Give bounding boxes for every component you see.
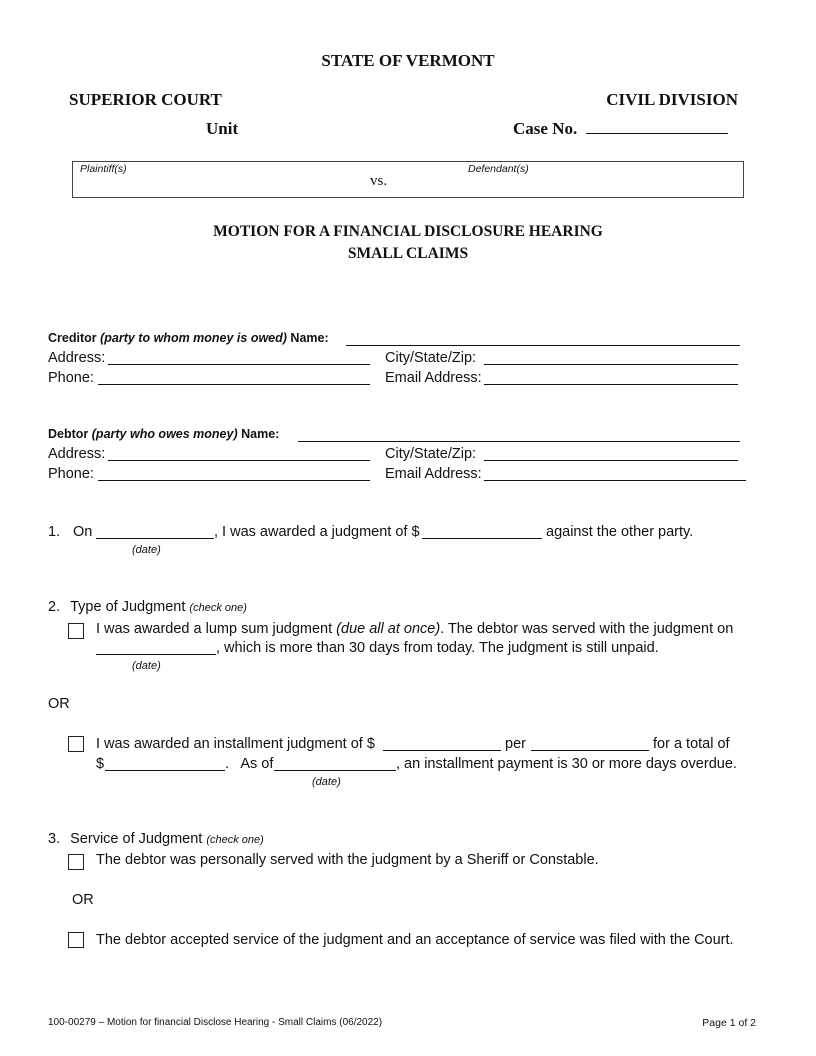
- item2-or: OR: [48, 696, 70, 712]
- item1-mid-text: , I was awarded a judgment of $: [214, 524, 420, 540]
- item2-number: 2.: [48, 599, 61, 615]
- item2-heading: Type of Judgment: [70, 599, 186, 615]
- item1-on: On: [73, 524, 93, 540]
- debtor-address-field[interactable]: [108, 446, 370, 461]
- debtor-city-field[interactable]: [484, 446, 738, 461]
- accepted-service-text: The debtor accepted service of the judgment and an acceptance of service was filed with the Court.: [96, 932, 734, 948]
- debtor-email-label: Email Address:: [385, 466, 482, 482]
- installment-total-field[interactable]: [105, 756, 225, 771]
- item1-date-hint: (date): [132, 544, 161, 556]
- installment-date-hint: (date): [312, 776, 341, 788]
- installment-text-a: I was awarded an installment judgment of $: [96, 736, 375, 752]
- installment-dollar: $: [96, 756, 105, 772]
- footer-form-id: 100-00279 – Motion for financial Disclose Hearing - Small Claims (06/2022): [48, 1017, 383, 1028]
- lump-sum-text-d: , which is more than 30 days from today. The judgment is still unpaid.: [216, 640, 659, 656]
- court-name: SUPERIOR COURT: [69, 90, 222, 109]
- versus-text: vs.: [370, 173, 388, 189]
- form-subtitle: SMALL CLAIMS: [347, 245, 469, 262]
- creditor-phone-label: Phone:: [48, 370, 94, 386]
- creditor-label: Creditor: [48, 331, 97, 345]
- creditor-phone-field[interactable]: [98, 370, 370, 385]
- item3-check-hint: (check one): [206, 834, 264, 846]
- lump-sum-text-c: . The debtor was served with the judgment on: [440, 621, 734, 637]
- lump-sum-text: [96, 621, 733, 637]
- lump-sum-date-field[interactable]: [96, 640, 216, 655]
- lump-sum-text-b: (due all at once): [336, 621, 441, 637]
- accepted-service-checkbox[interactable]: [68, 932, 84, 948]
- debtor-name-row: [48, 427, 279, 441]
- creditor-name-field[interactable]: [346, 331, 740, 346]
- installment-per: per: [505, 736, 526, 752]
- debtor-city-label: City/State/Zip:: [385, 446, 477, 462]
- creditor-name-row: [48, 331, 329, 345]
- item3-heading-row: [48, 831, 264, 847]
- item3-heading: Service of Judgment: [70, 831, 203, 847]
- item1-end-text: against the other party.: [546, 524, 694, 540]
- creditor-address-field[interactable]: [108, 350, 370, 365]
- debtor-phone-label: Phone:: [48, 466, 94, 482]
- installment-total-label: for a total of: [653, 736, 730, 752]
- lump-sum-checkbox[interactable]: [68, 623, 84, 639]
- state-heading: STATE OF VERMONT: [321, 51, 495, 70]
- creditor-note: (party to whom money is owed): [100, 331, 287, 345]
- item3-number: 3.: [48, 831, 61, 847]
- item1-number: 1.: [48, 524, 61, 540]
- installment-asof: . As of: [225, 756, 274, 772]
- installment-period-field[interactable]: [531, 736, 649, 751]
- personal-service-text: The debtor was personally served with the judgment by a Sheriff or Constable.: [96, 852, 599, 868]
- debtor-phone-field[interactable]: [98, 466, 370, 481]
- division-name: CIVIL DIVISION: [606, 90, 738, 109]
- footer-page-number: Page 1 of 2: [702, 1017, 756, 1029]
- installment-date-field[interactable]: [274, 756, 396, 771]
- installment-checkbox[interactable]: [68, 736, 84, 752]
- installment-amount-field[interactable]: [383, 736, 501, 751]
- plaintiff-field[interactable]: [74, 176, 364, 196]
- item1-date-field[interactable]: [96, 524, 214, 539]
- creditor-email-field[interactable]: [484, 370, 738, 385]
- creditor-city-field[interactable]: [484, 350, 738, 365]
- debtor-name-label: Name:: [241, 427, 280, 441]
- form-title: MOTION FOR A FINANCIAL DISCLOSURE HEARING: [213, 223, 603, 240]
- debtor-address-label: Address:: [48, 446, 106, 462]
- debtor-label: Debtor: [48, 427, 89, 441]
- unit-label: Unit: [206, 119, 239, 138]
- personal-service-checkbox[interactable]: [68, 854, 84, 870]
- creditor-city-label: City/State/Zip:: [385, 350, 477, 366]
- debtor-name-field[interactable]: [298, 427, 740, 442]
- lump-sum-text-a: I was awarded a lump sum judgment: [96, 621, 337, 637]
- creditor-email-label: Email Address:: [385, 370, 482, 386]
- creditor-address-label: Address:: [48, 350, 106, 366]
- item3-or: OR: [72, 892, 94, 908]
- item2-heading-row: [48, 599, 247, 615]
- case-number-label: Case No.: [513, 119, 578, 138]
- item1-amount-field[interactable]: [422, 524, 542, 539]
- defendant-field[interactable]: [466, 176, 741, 196]
- debtor-note: (party who owes money): [91, 427, 238, 441]
- installment-end-text: , an installment payment is 30 or more days overdue.: [396, 756, 737, 772]
- lump-sum-date-hint: (date): [132, 660, 161, 672]
- creditor-name-label: Name:: [290, 331, 329, 345]
- case-number: [513, 119, 728, 139]
- item2-check-hint: (check one): [189, 602, 247, 614]
- defendant-label: Defendant(s): [468, 163, 529, 175]
- debtor-email-field[interactable]: [484, 466, 746, 481]
- case-number-field[interactable]: [586, 119, 728, 134]
- plaintiff-label: Plaintiff(s): [80, 163, 127, 175]
